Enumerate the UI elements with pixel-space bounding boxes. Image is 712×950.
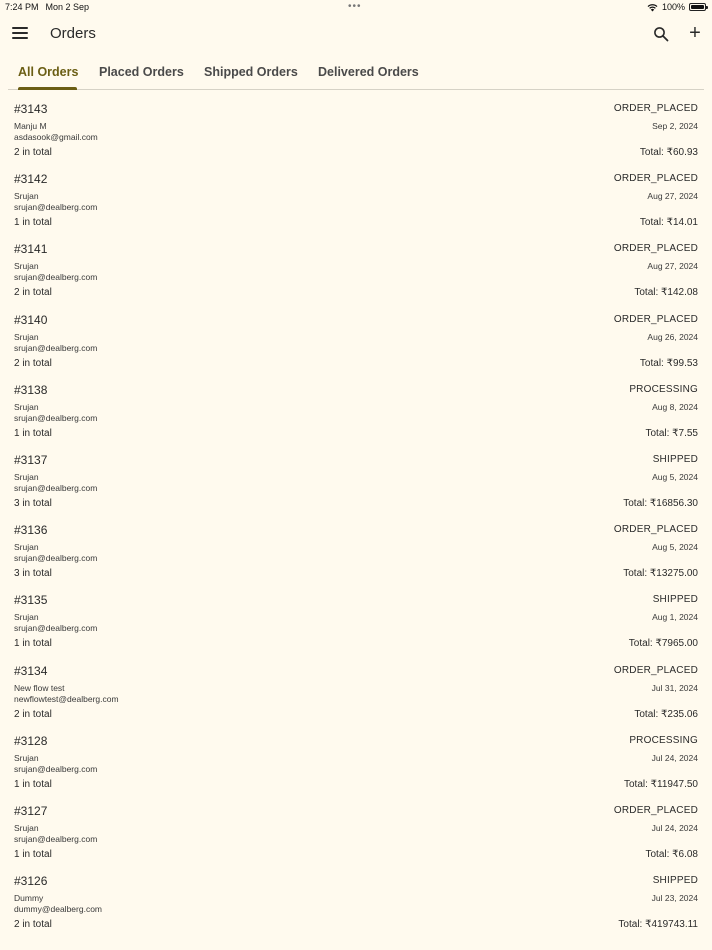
order-id: #3137 (14, 452, 48, 467)
order-name: Srujan (14, 471, 39, 482)
status-left (5, 2, 89, 12)
order-date: Aug 26, 2024 (647, 331, 698, 342)
battery-icon (689, 3, 706, 11)
order-email: srujan@dealberg.com (14, 272, 98, 283)
order-total: Total: ₹99.53 (639, 357, 698, 369)
order-total: Total: ₹11947.50 (623, 778, 698, 790)
wifi-icon (647, 3, 658, 12)
order-id: #3128 (14, 733, 48, 748)
order-status: SHIPPED (652, 875, 698, 887)
tab-shipped-orders[interactable]: Shipped Orders (204, 65, 298, 79)
battery-percent: 100% (661, 2, 685, 12)
order-id: #3136 (14, 523, 48, 538)
order-status: ORDER_PLACED (613, 804, 698, 816)
tab-delivered-orders[interactable]: Delivered Orders (318, 65, 419, 79)
order-date: Jul 31, 2024 (651, 682, 698, 693)
order-count: 2 in total (14, 357, 52, 369)
order-count: 1 in total (14, 848, 52, 860)
order-date: Sep 2, 2024 (652, 121, 698, 131)
multitasking-dots[interactable]: ••• (348, 1, 362, 12)
order-status: ORDER_PLACED (613, 313, 698, 325)
order-total: Total: ₹14.01 (639, 217, 698, 229)
order-total: Total: ₹6.08 (645, 848, 698, 860)
order-row[interactable] (0, 309, 712, 379)
status-bar (0, 0, 712, 14)
order-email: srujan@dealberg.com (14, 202, 98, 213)
order-date: Aug 5, 2024 (652, 471, 698, 482)
order-status: ORDER_PLACED (613, 664, 698, 676)
order-row[interactable] (0, 589, 712, 659)
order-date: Aug 27, 2024 (647, 191, 698, 202)
order-date: Jul 24, 2024 (651, 752, 698, 763)
active-tab-indicator (18, 87, 77, 90)
order-row[interactable] (0, 660, 712, 730)
order-row[interactable] (0, 519, 712, 589)
order-count: 2 in total (14, 919, 52, 931)
order-status: SHIPPED (652, 594, 698, 606)
order-count: 1 in total (14, 427, 52, 439)
order-name: Srujan (14, 261, 39, 272)
order-email: newflowtest@dealberg.com (14, 693, 119, 704)
order-total: Total: ₹235.06 (634, 708, 698, 720)
order-count: 1 in total (14, 778, 52, 790)
order-total: Total: ₹419743.11 (618, 919, 698, 931)
order-name: Srujan (14, 612, 39, 623)
order-email: srujan@dealberg.com (14, 553, 98, 564)
order-name: Srujan (14, 191, 39, 202)
order-date: Aug 8, 2024 (652, 401, 698, 412)
order-date: Aug 27, 2024 (647, 261, 698, 272)
order-count: 3 in total (14, 568, 52, 580)
order-row[interactable] (0, 730, 712, 800)
order-email: srujan@dealberg.com (14, 833, 98, 844)
order-id: #3140 (14, 312, 48, 327)
hamburger-menu-icon[interactable] (12, 27, 28, 39)
page-title: Orders (50, 25, 96, 42)
order-date: Jul 24, 2024 (651, 822, 698, 833)
order-count: 2 in total (14, 287, 52, 299)
search-icon[interactable] (653, 26, 669, 42)
order-row[interactable] (0, 800, 712, 870)
order-total: Total: ₹7965.00 (628, 638, 698, 650)
order-name: Srujan (14, 822, 39, 833)
order-date: Aug 5, 2024 (652, 542, 698, 553)
order-status: ORDER_PLACED (613, 173, 698, 185)
order-date: Jul 23, 2024 (651, 893, 698, 904)
tab-placed-orders[interactable]: Placed Orders (99, 65, 184, 79)
order-count: 1 in total (14, 217, 52, 229)
order-id: #3143 (14, 102, 48, 116)
order-name: Srujan (14, 752, 39, 763)
tab-all-orders[interactable]: All Orders (18, 65, 79, 79)
order-status: ORDER_PLACED (613, 243, 698, 255)
order-id: #3141 (14, 242, 48, 257)
status-date: Mon 2 Sep (45, 2, 90, 12)
order-email: srujan@dealberg.com (14, 412, 98, 423)
plus-icon[interactable]: + (689, 22, 701, 44)
battery-fill (691, 5, 704, 9)
order-email: dummy@dealberg.com (14, 904, 102, 915)
order-name: Manju M (14, 121, 47, 131)
order-row[interactable] (0, 870, 712, 940)
order-id: #3134 (14, 663, 48, 678)
order-id: #3126 (14, 874, 48, 889)
tab-bar (8, 62, 704, 90)
order-email: asdasook@gmail.com (14, 132, 98, 142)
status-time: 7:24 PM (5, 2, 39, 12)
order-row[interactable] (0, 379, 712, 449)
order-email: srujan@dealberg.com (14, 342, 98, 353)
order-name: New flow test (14, 682, 65, 693)
order-id: #3142 (14, 172, 48, 187)
status-right (647, 2, 706, 12)
order-status: ORDER_PLACED (613, 524, 698, 536)
order-email: srujan@dealberg.com (14, 763, 98, 774)
order-total: Total: ₹60.93 (639, 147, 698, 158)
order-name: Srujan (14, 542, 39, 553)
order-name: Dummy (14, 893, 44, 904)
order-total: Total: ₹7.55 (645, 427, 698, 439)
order-email: srujan@dealberg.com (14, 623, 98, 634)
order-total: Total: ₹13275.00 (623, 568, 698, 580)
order-id: #3127 (14, 803, 48, 818)
order-row[interactable] (0, 168, 712, 238)
order-date: Aug 1, 2024 (652, 612, 698, 623)
order-row[interactable] (0, 98, 712, 168)
order-count: 3 in total (14, 497, 52, 509)
order-name: Srujan (14, 331, 39, 342)
order-status: ORDER_PLACED (613, 103, 698, 114)
order-status: PROCESSING (629, 383, 698, 395)
order-status: PROCESSING (629, 734, 698, 746)
order-count: 2 in total (14, 708, 52, 720)
order-id: #3135 (14, 593, 48, 608)
orders-list (0, 98, 712, 940)
order-total: Total: ₹142.08 (634, 287, 698, 299)
order-email: srujan@dealberg.com (14, 482, 98, 493)
order-status: SHIPPED (652, 453, 698, 465)
order-total: Total: ₹16856.30 (623, 497, 698, 509)
app-bar (0, 18, 712, 50)
order-row[interactable] (0, 238, 712, 308)
order-count: 2 in total (14, 147, 52, 158)
order-row[interactable] (0, 449, 712, 519)
order-name: Srujan (14, 401, 39, 412)
order-id: #3138 (14, 382, 48, 397)
order-count: 1 in total (14, 638, 52, 650)
